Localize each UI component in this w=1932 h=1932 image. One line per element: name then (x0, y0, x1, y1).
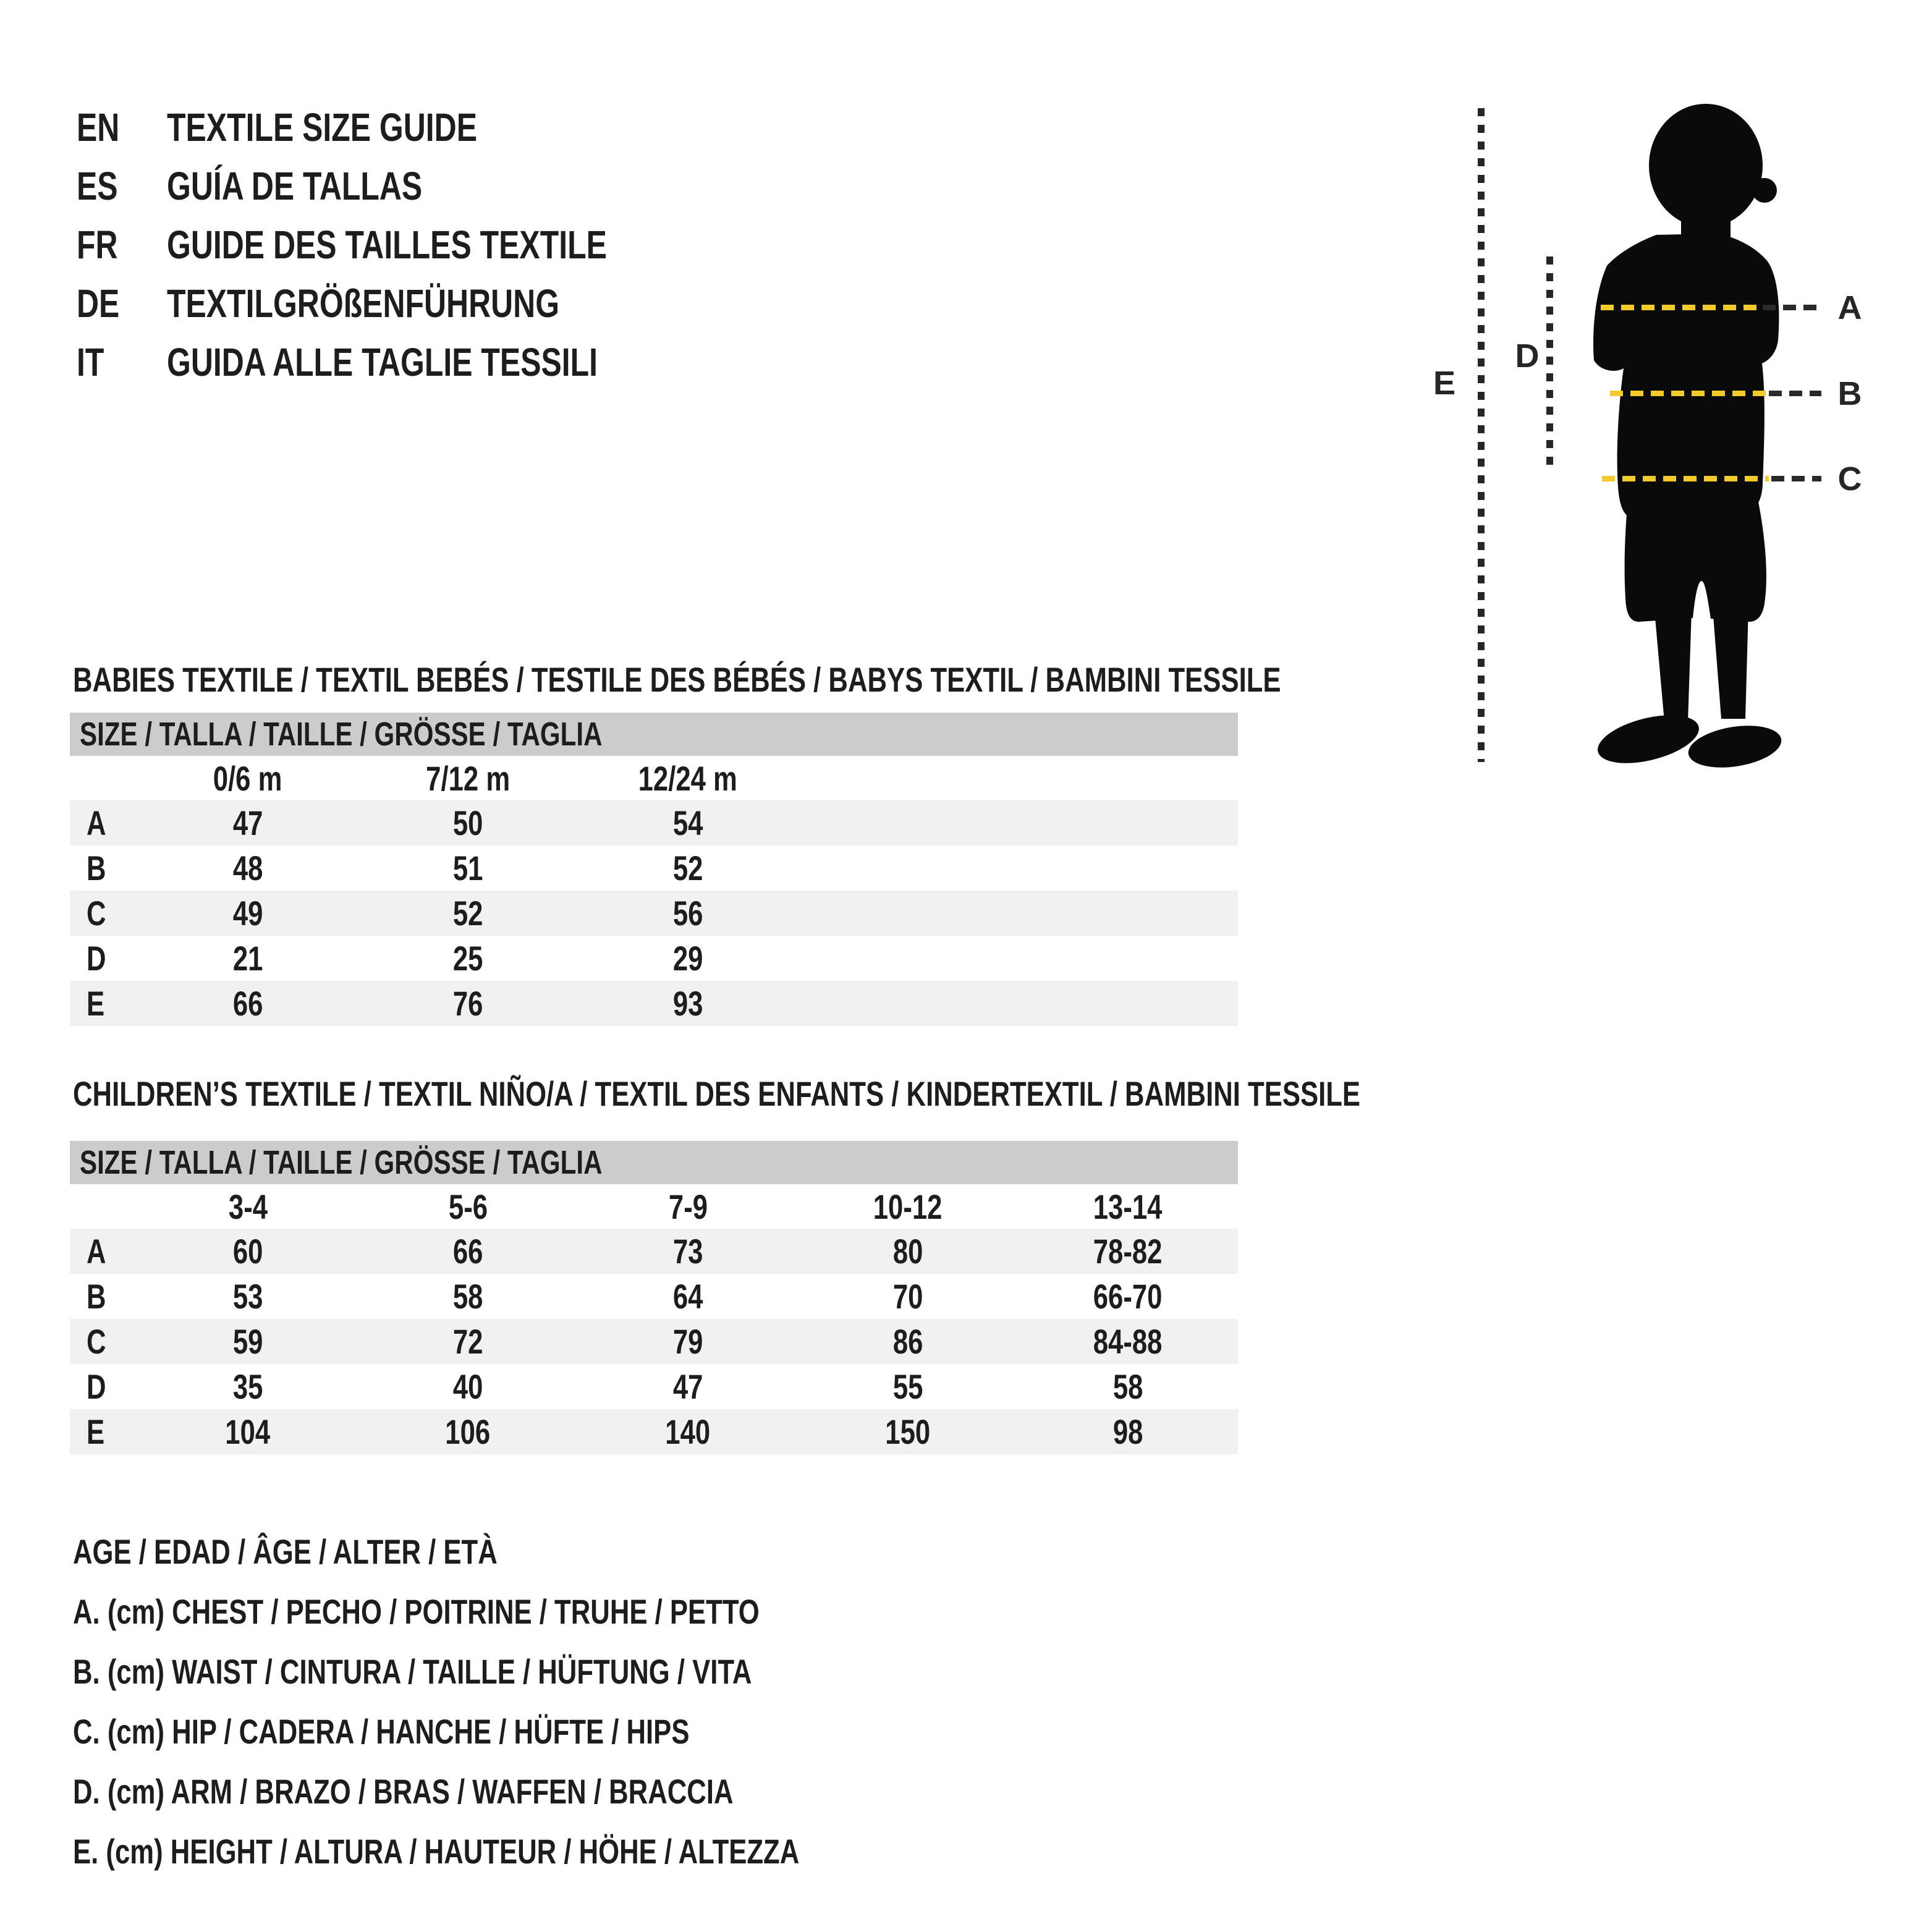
cell-value (358, 891, 578, 936)
column-header-cell (138, 756, 358, 800)
language-row (77, 98, 731, 156)
row-label (70, 1319, 138, 1364)
cell-value-text: 54 (672, 803, 703, 842)
cell-value (138, 845, 358, 891)
babies-table (70, 713, 1238, 1026)
cell-value-text: 59 (232, 1322, 263, 1361)
cell-value-text: 66-70 (1093, 1277, 1163, 1316)
cell-value (1018, 1364, 1238, 1409)
row-label (70, 891, 138, 936)
cell-value-text: 25 (452, 939, 483, 978)
babies-title-text: BABIES TEXTILE / TEXTIL BEBÉS / TESTILE DES BÉBÉS / BABYS TEXTIL / BAMBINI TESSILE (73, 660, 1281, 699)
column-header-cell (578, 1184, 798, 1229)
size-header-bar (70, 1141, 1238, 1184)
cell-value-text: 40 (452, 1367, 483, 1406)
size-header-bar-text: SIZE / TALLA / TAILLE / GRÖSSE / TAGLIA (80, 1144, 603, 1181)
cell-value-text: 35 (232, 1367, 263, 1406)
language-row (77, 215, 731, 274)
cell-value-text: 93 (672, 984, 703, 1023)
row-label (70, 1274, 138, 1319)
language-code-text: ES (77, 163, 118, 208)
cell-value (798, 1409, 1018, 1454)
legend-line-text: B. (cm) WAIST / CINTURA / TAILLE / HÜFTUNG / VITA (73, 1652, 752, 1691)
table-row (70, 1229, 1238, 1274)
row-label-text: C (87, 1322, 106, 1361)
cell-value-text: 98 (1112, 1412, 1143, 1451)
row-label-text: B (87, 1277, 106, 1316)
cell-value (798, 1364, 1018, 1409)
column-header-cell (358, 1184, 578, 1229)
cell-value-text: 21 (232, 939, 263, 978)
row-label-text: E (87, 1412, 105, 1451)
cell-value-text: 150 (885, 1412, 931, 1451)
language-title (167, 339, 719, 385)
cell-value (358, 845, 578, 891)
cell-value-text: 76 (452, 984, 483, 1023)
cell-value (358, 1319, 578, 1364)
row-label-text: A (87, 1232, 106, 1271)
cell-value (358, 800, 578, 845)
cell-value (138, 1319, 358, 1364)
column-header-cell-text: 5-6 (448, 1187, 488, 1226)
language-code (77, 339, 167, 385)
cell-value (578, 1319, 798, 1364)
cell-value (578, 981, 798, 1026)
table-column-header (70, 1184, 1238, 1229)
children-table (70, 1141, 1238, 1454)
row-label-text: C (87, 894, 106, 933)
cell-value (798, 1319, 1018, 1364)
column-header-cell (798, 1184, 1018, 1229)
cell-value (578, 936, 798, 981)
cell-value-text: 51 (452, 849, 483, 888)
label-c: C (1837, 460, 1862, 498)
legend-line (73, 1821, 1004, 1881)
cell-value (358, 1229, 578, 1274)
cell-value-text: 58 (452, 1277, 483, 1316)
legend-line-text: D. (cm) ARM / BRAZO / BRAS / WAFFEN / BRACCIA (73, 1772, 734, 1811)
cell-value (1018, 1229, 1238, 1274)
cell-value-text: 29 (672, 939, 703, 978)
row-label (70, 1409, 138, 1454)
table-row (70, 1274, 1238, 1319)
cell-value-text: 86 (892, 1322, 923, 1361)
language-title-text: GUÍA DE TALLAS (167, 163, 423, 208)
language-code (77, 163, 167, 209)
cell-value (798, 1229, 1018, 1274)
language-title (167, 281, 670, 326)
table-column-header (70, 756, 1238, 800)
table-row (70, 1319, 1238, 1364)
cell-value (578, 1229, 798, 1274)
cell-value (358, 1274, 578, 1319)
cell-value-text: 70 (892, 1277, 923, 1316)
language-code (77, 104, 167, 150)
row-label (70, 800, 138, 845)
legend-line (73, 1761, 1004, 1821)
legend-line-text: C. (cm) HIP / CADERA / HANCHE / HÜFTE / HIPS (73, 1712, 690, 1751)
language-row (77, 333, 731, 391)
cell-value-text: 48 (232, 849, 263, 888)
cell-value (138, 891, 358, 936)
column-header-spacer (70, 1184, 138, 1229)
column-header-cell-text: 10-12 (873, 1187, 943, 1226)
row-label-text: E (87, 984, 105, 1023)
cell-value (138, 1364, 358, 1409)
chest-line-a-yellow (1601, 305, 1758, 310)
cell-value-text: 58 (1112, 1367, 1143, 1406)
column-header-cell-text: 13-14 (1093, 1187, 1163, 1226)
language-code-text: FR (77, 222, 118, 267)
language-title-text: TEXTILE SIZE GUIDE (167, 104, 478, 150)
column-header-cell-text: 7-9 (668, 1187, 708, 1226)
language-title-text: TEXTILGRÖßENFÜHRUNG (167, 281, 560, 326)
cell-value-text: 52 (672, 849, 703, 888)
row-label (70, 1364, 138, 1409)
column-header-cell (358, 756, 578, 800)
cell-value-text: 73 (672, 1232, 703, 1271)
cell-value (358, 1409, 578, 1454)
cell-value-text: 47 (232, 803, 263, 842)
cell-value-text: 55 (892, 1367, 923, 1406)
waist-line-b-dark (1769, 391, 1821, 396)
language-list (77, 98, 731, 391)
table-row (70, 981, 1238, 1026)
cell-value (578, 1274, 798, 1319)
legend-line (73, 1582, 1004, 1642)
babies-title (73, 660, 1622, 700)
table-row (70, 936, 1238, 981)
language-title (167, 104, 565, 150)
cell-value-text: 84-88 (1093, 1322, 1163, 1361)
cell-value (138, 1274, 358, 1319)
cell-value (138, 936, 358, 981)
legend-line (73, 1522, 1004, 1582)
row-label-text: D (87, 939, 106, 978)
label-b: B (1837, 375, 1862, 412)
row-label-text: A (87, 803, 106, 842)
label-a: A (1837, 289, 1862, 326)
cell-value-text: 140 (665, 1412, 711, 1451)
column-header-cell (138, 1184, 358, 1229)
table-row (70, 1409, 1238, 1454)
cell-value-text: 50 (452, 803, 483, 842)
cell-value (358, 936, 578, 981)
language-code-text: DE (77, 281, 120, 326)
size-header-bar (70, 713, 1238, 756)
cell-value (578, 1364, 798, 1409)
legend (73, 1522, 1004, 1881)
cell-value-text: 60 (232, 1232, 263, 1271)
cell-value (138, 800, 358, 845)
label-d: D (1515, 337, 1540, 375)
language-title (167, 163, 494, 209)
cell-value (578, 845, 798, 891)
cell-value-text: 104 (225, 1412, 271, 1451)
hip-line-c-dark (1771, 476, 1821, 481)
cell-value-text: 47 (672, 1367, 703, 1406)
cell-value (138, 981, 358, 1026)
table-row (70, 1364, 1238, 1409)
column-header-cell (578, 756, 798, 800)
size-header-bar-text: SIZE / TALLA / TAILLE / GRÖSSE / TAGLIA (80, 716, 603, 753)
cell-value (578, 891, 798, 936)
cell-value-text: 72 (452, 1322, 483, 1361)
cell-value-text: 66 (232, 984, 263, 1023)
cell-value (358, 981, 578, 1026)
language-title (167, 222, 731, 268)
cell-value (1018, 1274, 1238, 1319)
legend-line-text: A. (cm) CHEST / PECHO / POITRINE / TRUHE / PETTO (73, 1592, 760, 1631)
cell-value (578, 800, 798, 845)
column-header-cell-text: 3-4 (228, 1187, 268, 1226)
cell-value-text: 78-82 (1093, 1232, 1163, 1271)
legend-line-text: E. (cm) HEIGHT / ALTURA / HAUTEUR / HÖHE / ALTEZZA (73, 1832, 800, 1871)
row-label (70, 1229, 138, 1274)
cell-value-text: 80 (892, 1232, 923, 1271)
legend-line-text: AGE / EDAD / ÂGE / ALTER / ETÀ (73, 1532, 498, 1571)
row-label-text: D (87, 1367, 106, 1406)
cell-value-text: 52 (452, 894, 483, 933)
language-code-text: IT (77, 339, 104, 384)
cell-value (798, 1274, 1018, 1319)
language-code (77, 281, 167, 326)
cell-value-text: 56 (672, 894, 703, 933)
legend-line (73, 1642, 1004, 1701)
cell-value-text: 64 (672, 1277, 703, 1316)
children-title-text: CHILDREN’S TEXTILE / TEXTIL NIÑO/A / TEXTIL DES ENFANTS / KINDERTEXTIL / BAMBINI TESSILE (73, 1074, 1361, 1113)
language-title-text: GUIDA ALLE TAGLIE TESSILI (167, 339, 598, 384)
column-header-spacer (70, 756, 138, 800)
language-title-text: GUIDE DES TAILLES TEXTILE (167, 222, 607, 267)
cell-value (1018, 1409, 1238, 1454)
waist-line-b-yellow (1610, 391, 1766, 396)
children-title (73, 1074, 1724, 1114)
cell-value (358, 1364, 578, 1409)
cell-value-text: 106 (445, 1412, 491, 1451)
column-header-cell (1018, 1184, 1238, 1229)
table-row (70, 845, 1238, 891)
column-header-cell-text: 0/6 m (213, 758, 282, 798)
cell-value (1018, 1319, 1238, 1364)
hip-line-c-yellow (1602, 476, 1769, 481)
label-e: E (1433, 365, 1456, 402)
cell-value (138, 1409, 358, 1454)
cell-value (578, 1409, 798, 1454)
language-row (77, 274, 731, 333)
cell-value (138, 1229, 358, 1274)
chest-line-a-dark (1763, 305, 1821, 310)
table-row (70, 800, 1238, 845)
column-header-cell-text: 12/24 m (638, 758, 738, 798)
row-label-text: B (87, 849, 106, 888)
legend-line (73, 1701, 1004, 1761)
cell-value-text: 66 (452, 1232, 483, 1271)
column-header-cell-text: 7/12 m (426, 758, 510, 798)
cell-value-text: 49 (232, 894, 263, 933)
row-label (70, 936, 138, 981)
language-code-text: EN (77, 104, 120, 150)
row-label (70, 845, 138, 891)
table-row (70, 891, 1238, 936)
row-label (70, 981, 138, 1026)
language-code (77, 222, 167, 268)
language-row (77, 156, 731, 215)
cell-value-text: 53 (232, 1277, 263, 1316)
cell-value-text: 79 (672, 1322, 703, 1361)
